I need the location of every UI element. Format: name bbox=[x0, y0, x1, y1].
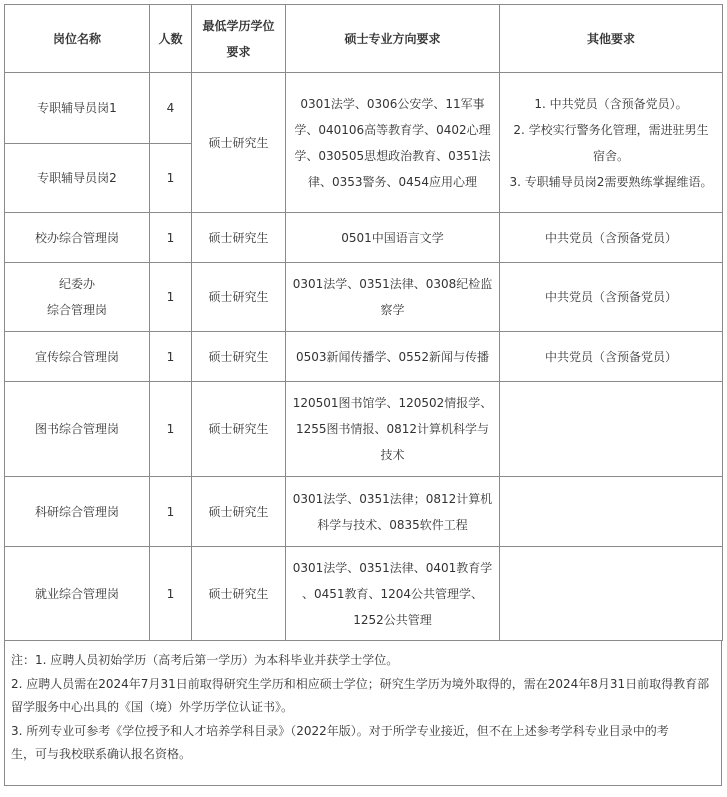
count-cell: 1 bbox=[150, 547, 192, 641]
other-line: 宿舍。 bbox=[592, 148, 629, 163]
post-cell: 科研综合管理岗 bbox=[5, 477, 150, 547]
note-line: 生，可与我校联系确认报名资格。 bbox=[11, 747, 192, 761]
note-line: 3. 所列专业可参考《学位授予和人才培养学科目录》（2022年版）。对于所学专业接近，但不在上述参考学科专业目录中的考 bbox=[11, 723, 669, 738]
header-other: 其他要求 bbox=[500, 5, 723, 73]
post-cell: 宣传综合管理岗 bbox=[5, 332, 150, 382]
post-line: 综合管理岗 bbox=[46, 303, 107, 317]
table-row bbox=[5, 213, 723, 263]
degree-cell: 硕士研究生 bbox=[192, 332, 286, 382]
other-cell: 中共党员（含预备党员） bbox=[500, 213, 723, 263]
note-line: 2. 应聘人员需在2024年7月31日前取得研究生学历和相应硕士学位；研究生学历为境外取得的，需在2024年8月31日前取得教育部 bbox=[11, 676, 710, 691]
major-line: 120501图书馆学、120502情报学、 bbox=[292, 396, 493, 410]
major-line: 学、040106高等教育学、0402心理 bbox=[294, 122, 491, 137]
other-cell bbox=[500, 382, 723, 477]
table-row bbox=[5, 73, 723, 144]
header-degree-line: 要求 bbox=[226, 44, 251, 59]
post-cell bbox=[5, 263, 150, 332]
table-row bbox=[5, 263, 723, 332]
other-cell: 中共党员（含预备党员） bbox=[500, 332, 723, 382]
count-cell: 1 bbox=[150, 213, 192, 263]
table-row bbox=[5, 382, 723, 477]
degree-cell: 硕士研究生 bbox=[192, 382, 286, 477]
major-line: 技术 bbox=[380, 448, 405, 462]
job-table bbox=[4, 4, 723, 641]
other-line: 3. 专职辅导员岗2需要熟练掌握维语。 bbox=[509, 174, 713, 189]
count-cell: 1 bbox=[150, 332, 192, 382]
post-cell: 就业综合管理岗 bbox=[5, 547, 150, 641]
table-row bbox=[5, 547, 723, 641]
post-line: 纪委办 bbox=[58, 277, 95, 291]
major-cell bbox=[286, 263, 500, 332]
header-post: 岗位名称 bbox=[5, 5, 150, 73]
count-cell: 1 bbox=[150, 382, 192, 477]
other-line: 2. 学校实行警务化管理，需进驻男生 bbox=[513, 122, 709, 137]
degree-cell: 硕士研究生 bbox=[192, 73, 286, 213]
note-line: 留学服务中心出具的《国（境）外学历学位认证书》。 bbox=[11, 700, 294, 714]
degree-cell: 硕士研究生 bbox=[192, 477, 286, 547]
post-cell: 专职辅导员岗2 bbox=[5, 144, 150, 213]
major-cell bbox=[286, 477, 500, 547]
header-degree bbox=[192, 5, 286, 73]
major-line: 、0451教育、1204公共管理学、 bbox=[301, 586, 484, 601]
header-count: 人数 bbox=[150, 5, 192, 73]
header-major: 硕士专业方向要求 bbox=[286, 5, 500, 73]
other-cell: 中共党员（含预备党员） bbox=[500, 263, 723, 332]
major-line: 0301法学、0351法律、0308纪检监 bbox=[292, 277, 493, 291]
major-cell bbox=[286, 382, 500, 477]
major-line: 律、0353警务、0454应用心理 bbox=[307, 174, 478, 189]
major-line: 0301法学、0351法律；0812计算机 bbox=[292, 491, 493, 506]
major-line: 学、030505思想政治教育、0351法 bbox=[294, 148, 491, 163]
degree-cell: 硕士研究生 bbox=[192, 547, 286, 641]
major-cell bbox=[286, 547, 500, 641]
post-cell: 校办综合管理岗 bbox=[5, 213, 150, 263]
table-header-row bbox=[5, 5, 723, 73]
count-cell: 1 bbox=[150, 477, 192, 547]
table-row bbox=[5, 332, 723, 382]
major-line: 察学 bbox=[380, 303, 405, 317]
major-line: 0301法学、0351法律、0401教育学 bbox=[292, 560, 493, 575]
count-cell: 1 bbox=[150, 144, 192, 213]
notes-box bbox=[4, 640, 722, 786]
post-cell: 专职辅导员岗1 bbox=[5, 73, 150, 144]
header-degree-line: 最低学历学位 bbox=[202, 18, 275, 33]
note-line: 注：1. 应聘人员初始学历（高考后第一学历）为本科毕业并获学士学位。 bbox=[11, 653, 399, 667]
count-cell: 1 bbox=[150, 263, 192, 332]
major-line: 科学与技术、0835软件工程 bbox=[317, 517, 468, 532]
degree-cell: 硕士研究生 bbox=[192, 263, 286, 332]
major-line: 0301法学、0306公安学、11军事 bbox=[300, 96, 485, 111]
major-cell: 0503新闻传播学、0552新闻与传播 bbox=[286, 332, 500, 382]
other-cell bbox=[500, 477, 723, 547]
count-cell: 4 bbox=[150, 73, 192, 144]
other-cell bbox=[500, 73, 723, 213]
major-cell bbox=[286, 73, 500, 213]
other-cell bbox=[500, 547, 723, 641]
major-line: 1252公共管理 bbox=[353, 612, 432, 627]
post-cell: 图书综合管理岗 bbox=[5, 382, 150, 477]
major-line: 1255图书情报、0812计算机科学与 bbox=[295, 422, 490, 436]
other-line: 1. 中共党员（含预备党员）。 bbox=[534, 96, 688, 111]
major-cell: 0501中国语言文学 bbox=[286, 213, 500, 263]
table-row bbox=[5, 477, 723, 547]
degree-cell: 硕士研究生 bbox=[192, 213, 286, 263]
